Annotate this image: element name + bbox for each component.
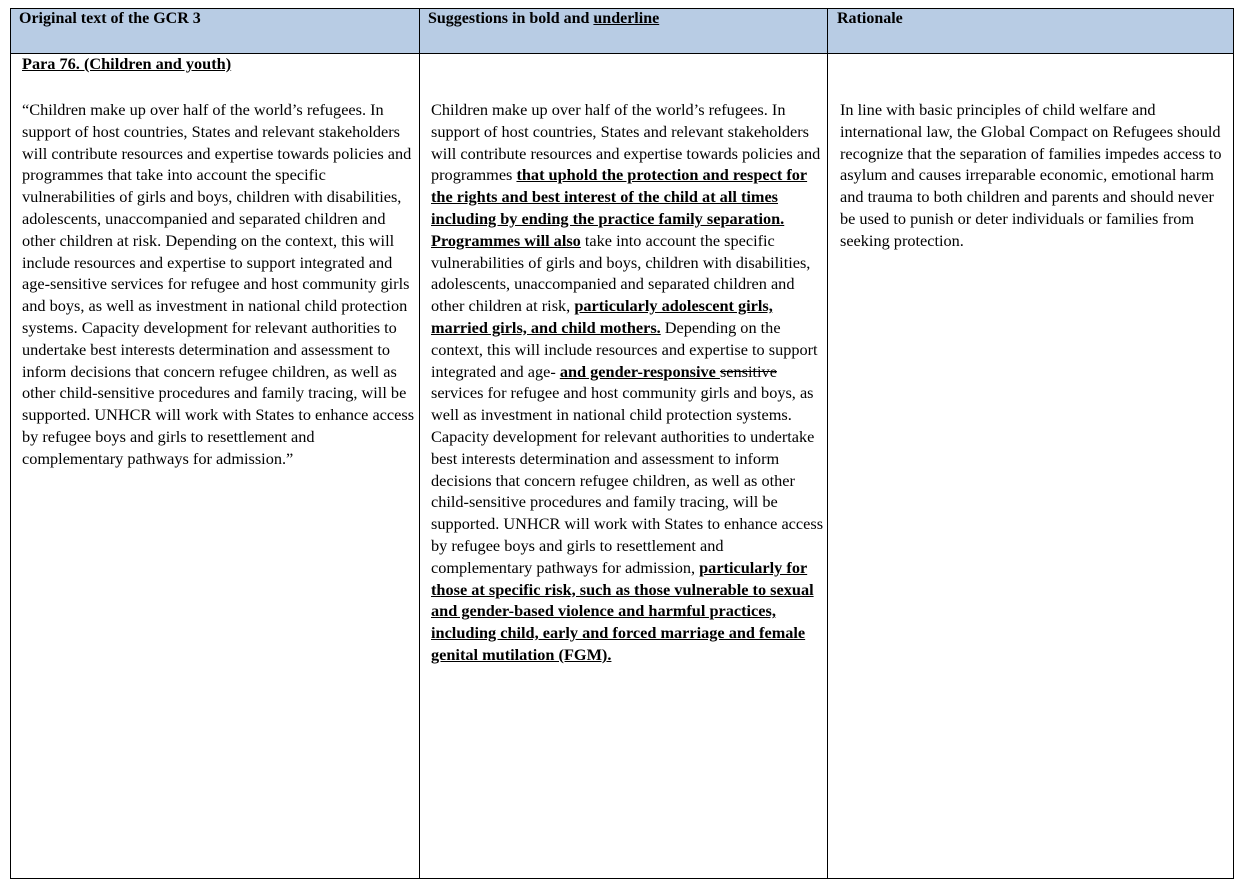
- header-suggestions: [420, 9, 828, 54]
- para-heading: Para 76. (Children and youth): [22, 54, 232, 73]
- header-rationale: Rationale: [837, 10, 903, 27]
- header-original: Original text of the GCR 3: [19, 10, 201, 27]
- suggestion-cell: [420, 54, 828, 878]
- suggestion-plain: services for refugee and host community girls and boys, as well as investment in national child protection systems. Capacity development for relevant authorities to undertake best interests determination and assessment to inform decisions that concern refugee children, as well as other child-sensitive procedures and family tracing, will be supported. UNHCR will work with States to enhance access by refugee boys and girls to resettlement and complementary pathways for admission: [431, 383, 824, 577]
- suggestions-column: [420, 9, 828, 878]
- rationale-text: In line with basic principles of child welfare and international law, the Global Compact on Refugees should recognize that the separation of families impedes access to asylum and causes irreparable economic, emotional harm and trauma to both children and parents and should never be used to punish or deter individuals or families from seeking protection.: [840, 100, 1222, 250]
- original-column: [11, 9, 419, 878]
- suggestion-insert: particularly adolescent girls, married girls, and child mothers.: [431, 296, 773, 337]
- suggestion-insert: and gender-responsive: [559, 361, 720, 381]
- header-suggestions-prefix: Suggestions in bold and: [428, 10, 594, 27]
- suggestion-insert: that uphold the protection and respect for the rights and best interest of the child at all times including by ending the practice family separation. Programmes will also: [431, 165, 808, 250]
- suggestion-text: [431, 99, 824, 666]
- header-suggestions-underline: underline: [593, 10, 660, 27]
- original-text: “Children make up over half of the world’s refugees. In support of host countries, States and relevant stakeholders will contribute resources and expertise towards policies and programmes that take into account the specific vulnerabilities of girls and boys, children with disabilities, adolescents, unaccompanied and separated children and other children at risk. Depending on the context, this will include resources and expertise to support integrated and age-sensitive services for refugee and host community girls and boys, as well as investment in national child protection systems. Capacity development for relevant authorities to undertake best interests determination and assessment to inform decisions that concern refugee children, as well as other child-sensitive procedures and family tracing, will be supported. UNHCR will work with States to enhance access by refugee boys and girls to resettlement and complementary pathways for admission.”: [22, 100, 415, 468]
- suggestion-plain: take into account the specific vulnerabilities of girls and boys, children with disabilities, adolescents, unaccompanied and separated children and other children at risk,: [431, 230, 811, 316]
- suggestion-plain: Depending on the context, this will include resources and expertise to support integrated and age-: [431, 317, 818, 381]
- suggestion-plain: ,: [690, 557, 700, 577]
- column-divider: [827, 9, 828, 878]
- comparison-table: [10, 8, 1234, 879]
- suggestion-plain: Children make up over half of the world’s refugees. In support of host countries, States and relevant stakeholders will contribute resources and expertise towards policies and programmes: [431, 100, 821, 185]
- suggestion-deletion: sensitive: [719, 361, 777, 381]
- original-cell: [11, 54, 419, 878]
- suggestion-insert: particularly for those at specific risk, such as those vulnerable to sexual and gender-based violence and harmful practices, including child, early and forced marriage and female genital mutilation (FGM).: [431, 557, 814, 664]
- rationale-column: [829, 9, 1233, 878]
- rationale-cell: [829, 54, 1233, 878]
